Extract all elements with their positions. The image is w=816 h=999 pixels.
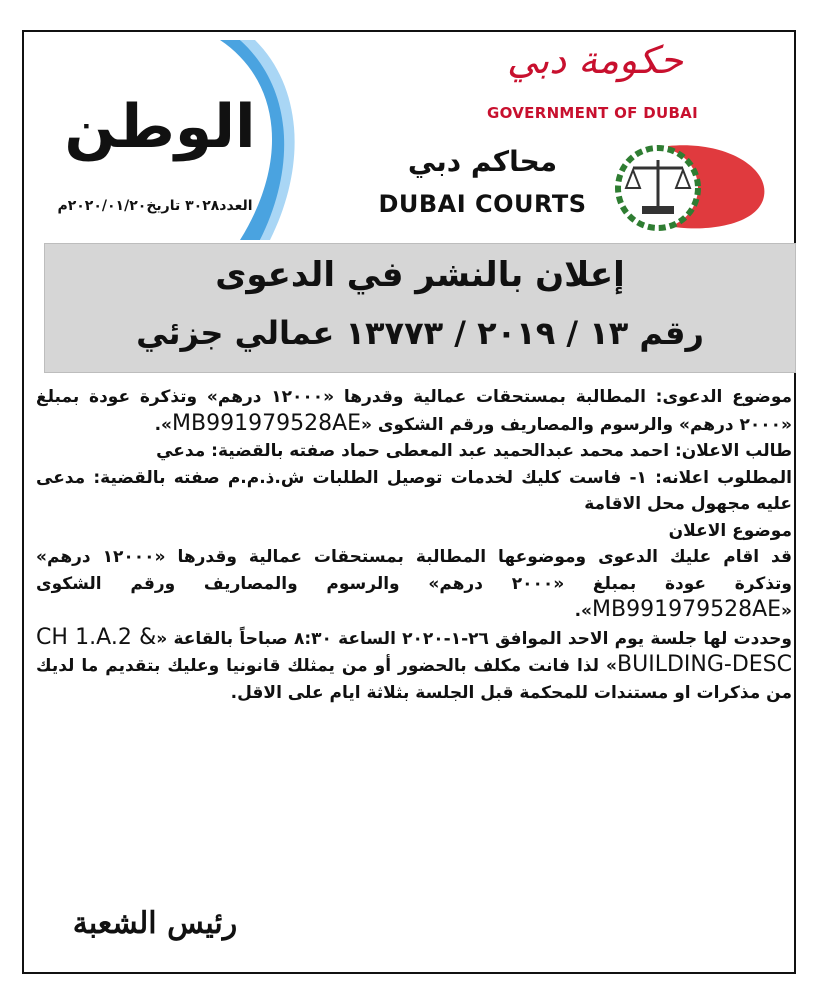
subject-text: موضوع الدعوى: المطالبة بمستحقات عمالية وقدرها «١٢٠٠٠ درهم» وتذكرة عودة بمبلغ «٢٠٠٠ درهم» والرسوم والمصاريف ورقم الشكوى «: [36, 387, 793, 435]
issue-date: العدد٣٠٢٨ تاريخ٢٠٢٠/٠١/٢٠م: [57, 198, 253, 214]
title-banner: [44, 243, 796, 373]
notice-body: [36, 384, 792, 706]
notice-title: إعلان بالنشر في الدعوى: [215, 255, 625, 295]
paragraph-claim: [36, 544, 792, 625]
government-arabic-name: حكومة دبي: [506, 38, 684, 82]
paragraph-requester: طالب الاعلان: احمد محمد عبدالحميد عبد المعطى حماد صفته بالقضية: مدعي: [156, 441, 792, 461]
newspaper-name: الوطن: [64, 92, 256, 162]
claim-text: قد اقام عليك الدعوى وموضوعها المطالبة بمستحقات عمالية وقدرها «١٢٠٠٠ درهم» وتذكرة عودة بمبلغ «٢٠٠٠ درهم» والرسوم والمصاريف ورقم الشكوى «: [36, 547, 793, 621]
paragraph-respondent: المطلوب اعلانه: ١- فاست كليك لخدمات توصيل الطلبات ش.ذ.م.م صفته بالقضية: مدعى عليه مجهول محل الاقامة: [36, 467, 792, 514]
scales-emblem-icon: [598, 140, 768, 232]
subject-end: ».: [154, 414, 173, 435]
case-number: رقم ١٣ / ٢٠١٩ / ١٣٧٧٣ عمالي جزئي: [136, 314, 704, 352]
signature: رئيس الشعبة: [72, 906, 238, 941]
claim-end: ».: [574, 601, 593, 621]
paragraph-subject: [36, 384, 792, 438]
hall-code: CH 1.A.2 & BUILDING-DESC: [36, 624, 792, 677]
complaint-code-2: MB991979528AE: [592, 597, 782, 622]
hearing-text: وحددت لها جلسة يوم الاحد الموافق ٢٦-١-٢٠٢٠ الساعة ٨:٣٠ صباحاً بالقاعة «: [156, 628, 792, 649]
hearing-end: » لذا فانت مكلف بالحضور أو من يمثلك قانونيا وعليك بتقديم ما لديك من مذكرات او مستندات للمحكمة قبل الجلسة بثلاثة ايام على الاقل.: [36, 656, 792, 703]
courts-arabic-name: محاكم دبي: [407, 145, 558, 178]
paragraph-hearing: [36, 625, 792, 707]
newspaper-masthead: [30, 40, 300, 220]
courts-english-name: DUBAI COURTS: [378, 190, 587, 218]
paragraph-heading: موضوع الاعلان: [668, 520, 792, 541]
government-logo: [455, 38, 725, 128]
government-english-name: GOVERNMENT OF DUBAI: [487, 104, 698, 122]
complaint-code: MB991979528AE: [172, 410, 362, 436]
